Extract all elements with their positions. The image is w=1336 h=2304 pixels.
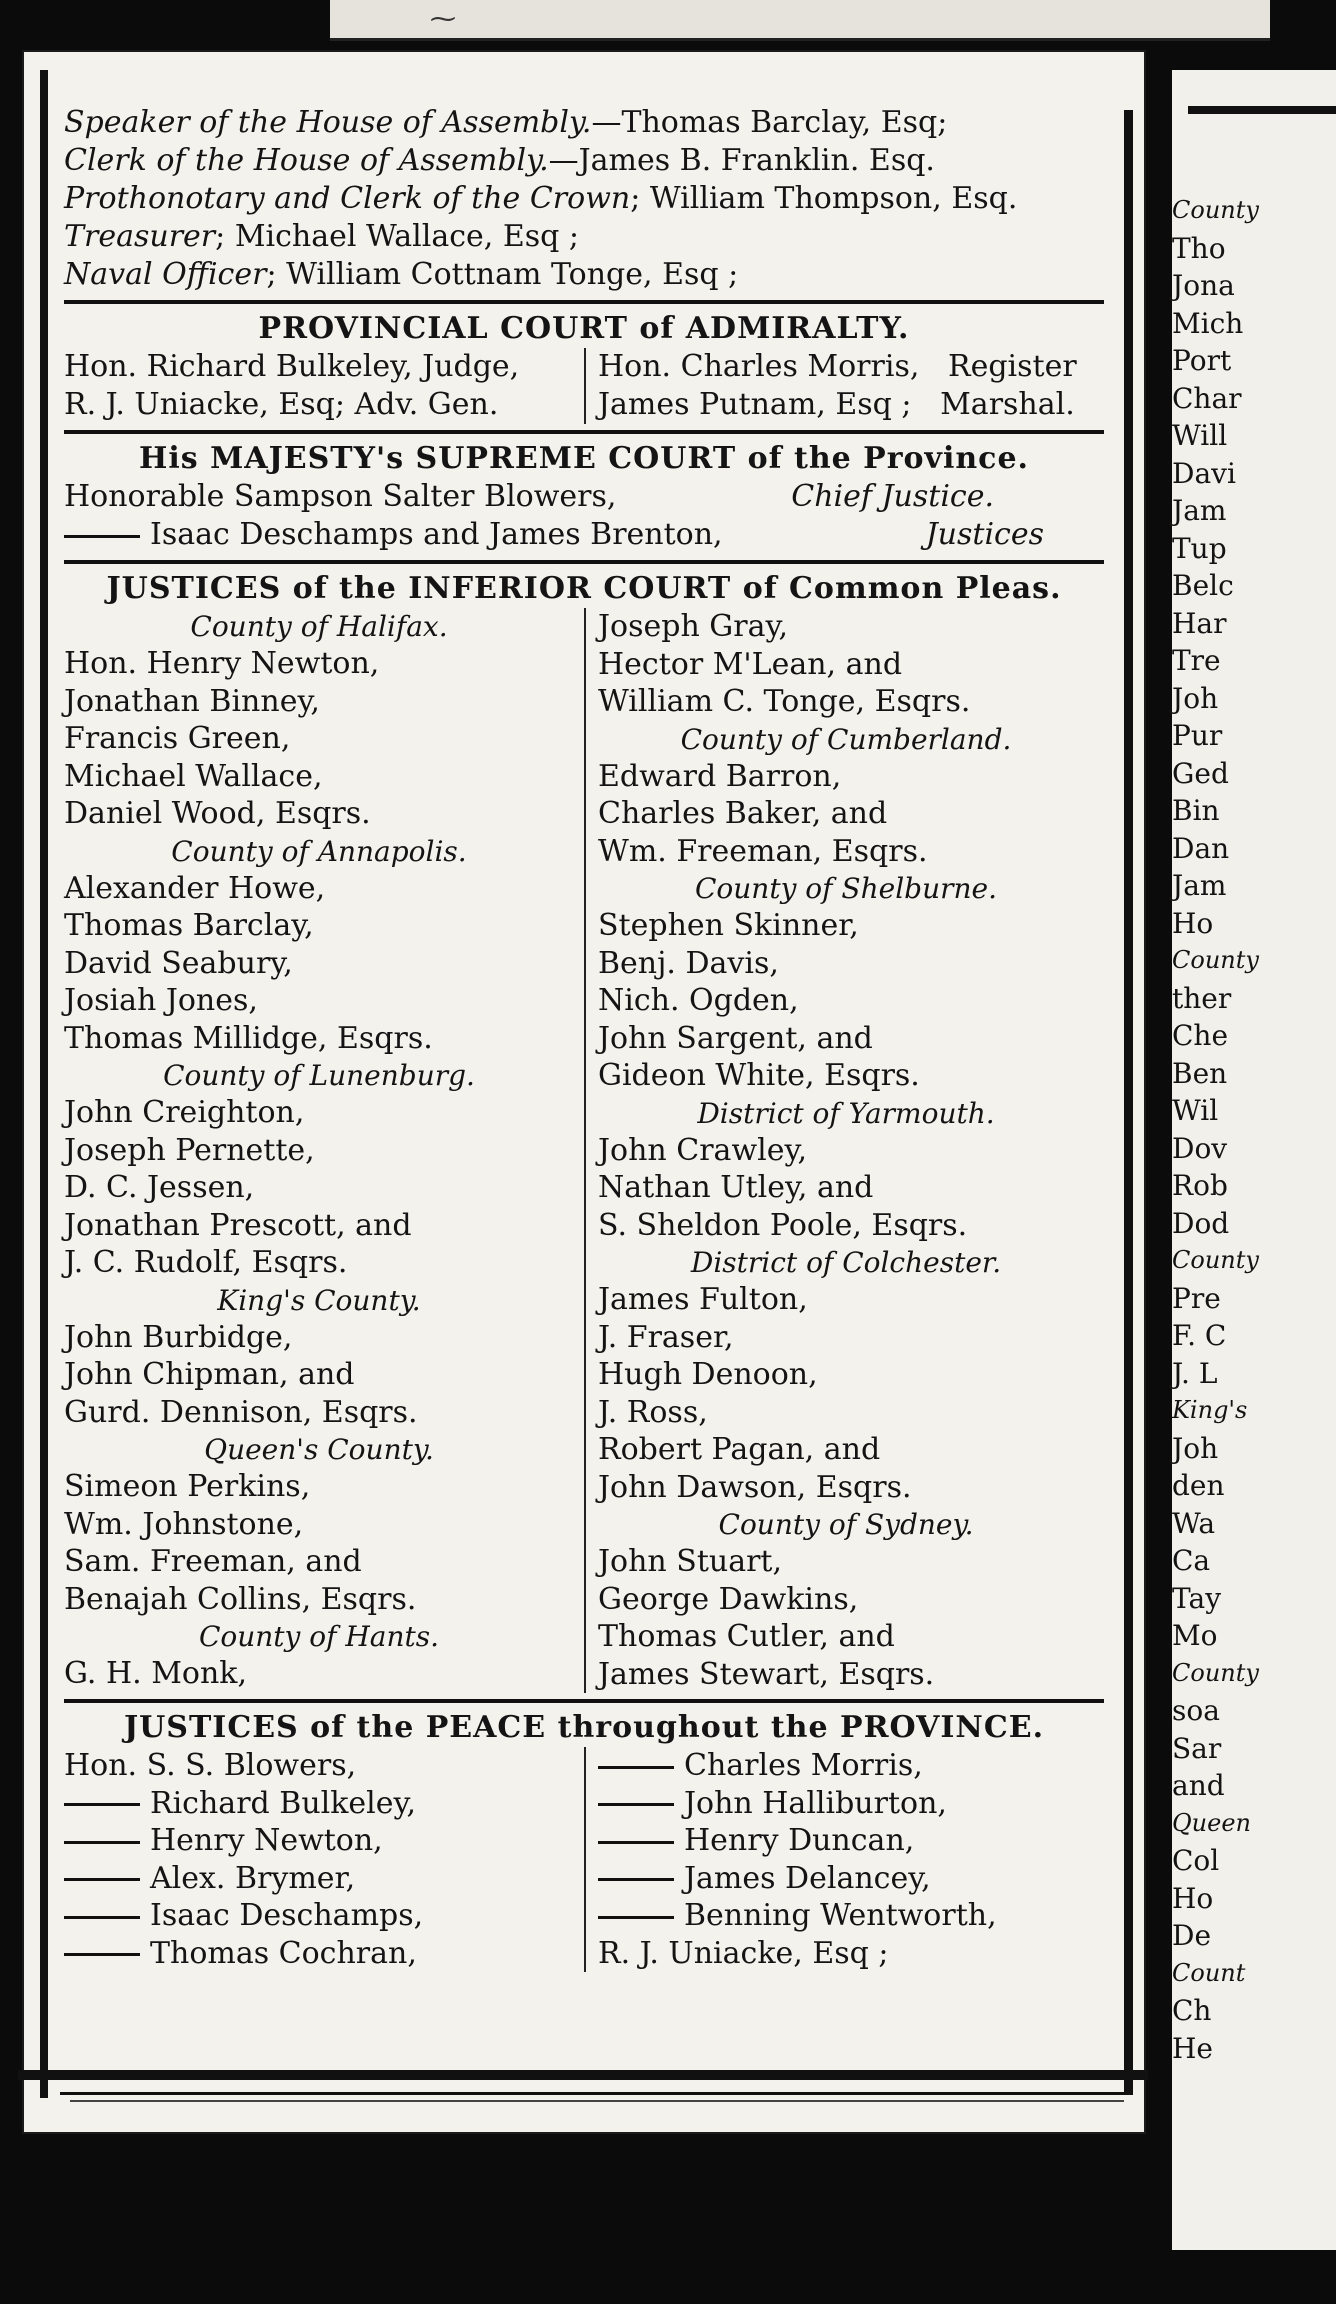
section-heading: His MAJESTY's SUPREME COURT of the Province. <box>139 441 1029 476</box>
name-fragment: Pre <box>1172 1281 1221 1315</box>
name-fragment: Wil <box>1172 1094 1219 1127</box>
name-fragment: Wa <box>1172 1506 1216 1540</box>
adjacent-page-lines <box>1172 192 1259 2067</box>
name-fragment: Will <box>1172 419 1228 452</box>
justice-name: Wm. Freeman, Esqrs. <box>598 833 928 869</box>
officer-line: Naval Officer; William Cottnam Tonge, Esq ; <box>64 257 739 292</box>
name-fragment: Ben <box>1172 1056 1228 1090</box>
name-fragment: soa <box>1172 1694 1220 1727</box>
county-heading: County of Shelburne. <box>694 872 998 905</box>
name-fragment: Dan <box>1172 831 1230 865</box>
name-fragment: J. L <box>1172 1356 1218 1390</box>
justice-name: John Dawson, Esqrs. <box>598 1469 912 1505</box>
name-fragment: Belc <box>1172 569 1234 602</box>
name-fragment: Ch <box>1172 1994 1212 2027</box>
name-fragment: Tre <box>1172 644 1221 677</box>
name-fragment: Tho <box>1172 231 1226 265</box>
dash-rule <box>64 1803 140 1806</box>
adjacent-page-strip <box>330 0 1270 41</box>
justice-name-text: Hon. S. S. Blowers, <box>64 1748 357 1783</box>
name-fragment: Dov <box>1172 1131 1228 1165</box>
dash-rule <box>598 1916 674 1919</box>
justices-title: Justices <box>925 517 1044 552</box>
name-fragment: Ged <box>1172 756 1229 790</box>
supreme-court-section <box>64 440 1104 554</box>
justice-name: James Stewart, Esqrs. <box>598 1656 935 1692</box>
justice-name: Hugh Denoon, <box>598 1357 818 1392</box>
chief-justice-line <box>64 478 1104 516</box>
justice-name: Charles Baker, and <box>598 796 888 831</box>
justice-name: Edward Barron, <box>598 758 842 794</box>
name-fragment: Char <box>1172 381 1242 415</box>
justice-name: Jonathan Binney, <box>64 683 320 719</box>
justice-name <box>64 1785 574 1823</box>
name-fragment: He <box>1172 2031 1213 2065</box>
bottom-rule <box>18 2070 1148 2080</box>
chief-justice-title: Chief Justice. <box>791 479 994 514</box>
name-fragment: Bin <box>1172 794 1220 827</box>
justice-name-text: Richard Bulkeley, <box>150 1785 417 1821</box>
county-heading: Queen <box>1172 1808 1251 1837</box>
section-divider <box>64 430 1104 434</box>
name-fragment: Mo <box>1172 1619 1218 1652</box>
justice-name: G. H. Monk, <box>64 1656 248 1691</box>
justice-name: Benj. Davis, <box>598 945 779 981</box>
dash-rule <box>64 535 140 538</box>
name-fragment: Joh <box>1172 1431 1219 1465</box>
county-heading: County of Hants. <box>198 1620 440 1653</box>
name-fragment: Sar <box>1172 1731 1222 1765</box>
justice-name: Josiah Jones, <box>64 983 258 1018</box>
section-heading: JUSTICES of the INFERIOR COURT of Common Pleas. <box>106 571 1062 606</box>
justice-name: J. Ross, <box>598 1394 708 1430</box>
justice-name: Francis Green, <box>64 721 291 756</box>
justice-name: Joseph Pernette, <box>64 1132 315 1168</box>
name-fragment: Har <box>1172 606 1227 640</box>
left-border-rule <box>40 70 48 2098</box>
justice-name: Simeon Perkins, <box>64 1469 311 1504</box>
justice-name-text: Benning Wentworth, <box>684 1898 997 1933</box>
justice-name-text: John Halliburton, <box>684 1785 947 1821</box>
name-fragment: Port <box>1172 344 1232 377</box>
inferior-court-section <box>64 570 1104 1693</box>
justice-name <box>64 1935 574 1973</box>
name-fragment: Joh <box>1172 681 1219 715</box>
justice-name <box>64 1860 574 1898</box>
dash-rule <box>598 1878 674 1881</box>
county-heading: County of Cumberland. <box>680 722 1012 756</box>
officer-line: Speaker of the House of Assembly.—Thomas Barclay, Esq; <box>64 105 948 140</box>
justice-name: George Dawkins, <box>598 1581 859 1617</box>
justice-name <box>64 1897 574 1935</box>
section-divider <box>64 1699 1104 1703</box>
officer-line: Clerk of the House of Assembly.—James B. Franklin. Esq. <box>64 143 935 178</box>
justice-name: Hon. Henry Newton, <box>64 646 380 681</box>
admiralty-entry: Hon. Charles Morris, Register <box>598 349 1077 384</box>
name-fragment: Jona <box>1172 269 1235 302</box>
peace-right-column <box>584 1747 1104 1972</box>
justice-name: Wm. Johnstone, <box>64 1506 304 1542</box>
officers-list <box>64 104 1104 294</box>
justice-name: John Burbidge, <box>64 1319 293 1355</box>
justice-name: Daniel Wood, Esqrs. <box>64 796 371 831</box>
adjacent-page-fragment <box>1172 70 1336 2250</box>
inferior-left-column <box>64 608 584 1693</box>
justice-name: John Creighton, <box>64 1095 305 1130</box>
peace-section <box>64 1709 1104 1972</box>
justice-name-text: James Delancey, <box>684 1860 931 1896</box>
justices-line <box>64 516 1104 554</box>
justice-name <box>64 1747 574 1785</box>
bottom-rule <box>60 2092 1124 2095</box>
justice-name: Sam. Freeman, and <box>64 1544 362 1579</box>
justice-name: Joseph Gray, <box>598 609 788 644</box>
justice-name-text: Henry Duncan, <box>684 1823 915 1858</box>
justices-names: Isaac Deschamps and James Brenton, <box>150 517 723 552</box>
justice-name: Gideon White, Esqrs. <box>598 1058 920 1093</box>
name-fragment: Ho <box>1172 906 1214 940</box>
county-heading: King's County. <box>217 1283 421 1317</box>
right-border-rule <box>1124 110 1133 2095</box>
dash-rule <box>598 1766 674 1769</box>
justice-name: David Seabury, <box>64 945 293 981</box>
justice-name-text: Isaac Deschamps, <box>150 1898 424 1933</box>
name-fragment: ther <box>1172 981 1232 1015</box>
dash-rule <box>598 1803 674 1806</box>
county-heading: County <box>1172 946 1259 974</box>
inferior-right-column <box>584 608 1104 1693</box>
name-fragment: Tup <box>1172 531 1227 565</box>
justice-name-text: R. J. Uniacke, Esq ; <box>598 1935 889 1971</box>
justice-name-text: Henry Newton, <box>150 1823 383 1858</box>
justice-name: Jonathan Prescott, and <box>64 1207 412 1243</box>
county-heading: Count <box>1172 1958 1246 1987</box>
page-border-rule <box>1188 106 1336 114</box>
dash-rule <box>64 1878 140 1881</box>
civil-list-column <box>64 104 1104 1972</box>
admiralty-table <box>64 348 1104 424</box>
justice-name-text: Charles Morris, <box>684 1748 923 1783</box>
section-divider <box>64 300 1104 304</box>
name-fragment: Rob <box>1172 1169 1228 1202</box>
admiralty-entry: James Putnam, Esq ; Marshal. <box>598 387 1075 422</box>
justice-name-text: Thomas Cochran, <box>150 1935 417 1971</box>
admiralty-section <box>64 310 1104 424</box>
name-fragment: Mich <box>1172 306 1244 340</box>
officer-line: Prothonotary and Clerk of the Crown; William Thompson, Esq. <box>64 181 1018 216</box>
justice-name: John Stuart, <box>598 1544 783 1579</box>
county-heading: District of Colchester. <box>690 1246 1002 1279</box>
justice-name: Thomas Cutler, and <box>598 1619 895 1654</box>
justice-name: Nathan Utley, and <box>598 1170 874 1205</box>
justice-name <box>598 1860 1094 1898</box>
justice-name: Benajah Collins, Esqrs. <box>64 1581 417 1617</box>
officer-line: Treasurer; Michael Wallace, Esq ; <box>64 219 579 254</box>
dash-rule <box>598 1841 674 1844</box>
justice-name: Thomas Barclay, <box>64 908 314 943</box>
justice-name: John Sargent, and <box>598 1020 873 1056</box>
justice-name: John Crawley, <box>598 1132 807 1168</box>
name-fragment: Col <box>1172 1844 1220 1877</box>
justice-name: Stephen Skinner, <box>598 908 859 943</box>
dash-rule <box>64 1841 140 1844</box>
peace-left-column <box>64 1747 584 1972</box>
justice-name: William C. Tonge, Esqrs. <box>598 684 971 719</box>
admiralty-entry: Hon. Richard Bulkeley, Judge, <box>64 349 520 384</box>
county-heading: County <box>1172 1658 1259 1687</box>
name-fragment: De <box>1172 1919 1212 1952</box>
county-heading: County of Halifax. <box>190 610 448 643</box>
section-heading: JUSTICES of the PEACE throughout the PROVINCE. <box>123 1710 1045 1745</box>
county-heading: County <box>1172 196 1259 224</box>
dash-rule <box>64 1916 140 1919</box>
county-heading: King's <box>1172 1396 1248 1424</box>
justice-name: Michael Wallace, <box>64 758 323 794</box>
page-mark: ⁓ <box>430 4 456 34</box>
justice-name: Alexander Howe, <box>64 870 326 906</box>
justice-name <box>598 1822 1094 1860</box>
name-fragment: Davi <box>1172 456 1236 490</box>
county-heading: County of Lunenburg. <box>163 1059 475 1092</box>
justice-name: S. Sheldon Poole, Esqrs. <box>598 1207 968 1243</box>
peace-table <box>64 1747 1104 1972</box>
justice-name: J. Fraser, <box>598 1319 734 1355</box>
justice-name <box>598 1747 1094 1785</box>
name-fragment: F. C <box>1172 1319 1227 1352</box>
admiralty-entry: R. J. Uniacke, Esq; Adv. Gen. <box>64 387 499 422</box>
name-fragment: Che <box>1172 1019 1229 1052</box>
name-fragment: Pur <box>1172 719 1223 752</box>
name-fragment: and <box>1172 1769 1225 1802</box>
justice-name <box>598 1785 1094 1823</box>
justice-name: James Fulton, <box>598 1282 808 1317</box>
name-fragment: den <box>1172 1469 1225 1502</box>
name-fragment: Tay <box>1172 1581 1222 1615</box>
name-fragment: Jam <box>1172 869 1227 902</box>
justice-name: Nich. Ogden, <box>598 983 799 1018</box>
justice-name: Thomas Millidge, Esqrs. <box>64 1020 433 1056</box>
county-heading: District of Yarmouth. <box>697 1096 995 1130</box>
section-heading: PROVINCIAL COURT of ADMIRALTY. <box>258 311 910 346</box>
inferior-court-table <box>64 608 1104 1693</box>
justice-name: Robert Pagan, and <box>598 1432 881 1467</box>
justice-name <box>598 1897 1094 1935</box>
county-heading: Queen's County. <box>204 1433 434 1466</box>
justice-name-text: Alex. Brymer, <box>150 1860 356 1896</box>
name-fragment: Jam <box>1172 494 1227 527</box>
justice-name <box>64 1822 574 1860</box>
name-fragment: Dod <box>1172 1206 1230 1240</box>
county-heading: County <box>1172 1246 1259 1274</box>
justice-name: D. C. Jessen, <box>64 1170 255 1205</box>
name-fragment: Ca <box>1172 1544 1211 1577</box>
justice-name: John Chipman, and <box>64 1357 355 1392</box>
justice-name: Gurd. Dennison, Esqrs. <box>64 1394 418 1430</box>
dash-rule <box>64 1953 140 1956</box>
justice-name: J. C. Rudolf, Esqrs. <box>64 1245 348 1280</box>
justice-name <box>598 1935 1094 1973</box>
section-divider <box>64 560 1104 564</box>
chief-justice-name: Honorable Sampson Salter Blowers, <box>64 479 617 514</box>
justice-name: Hector M'Lean, and <box>598 646 903 682</box>
bottom-rule <box>70 2100 1124 2102</box>
county-heading: County of Sydney. <box>718 1508 974 1541</box>
county-heading: County of Annapolis. <box>171 834 467 868</box>
name-fragment: Ho <box>1172 1881 1214 1915</box>
